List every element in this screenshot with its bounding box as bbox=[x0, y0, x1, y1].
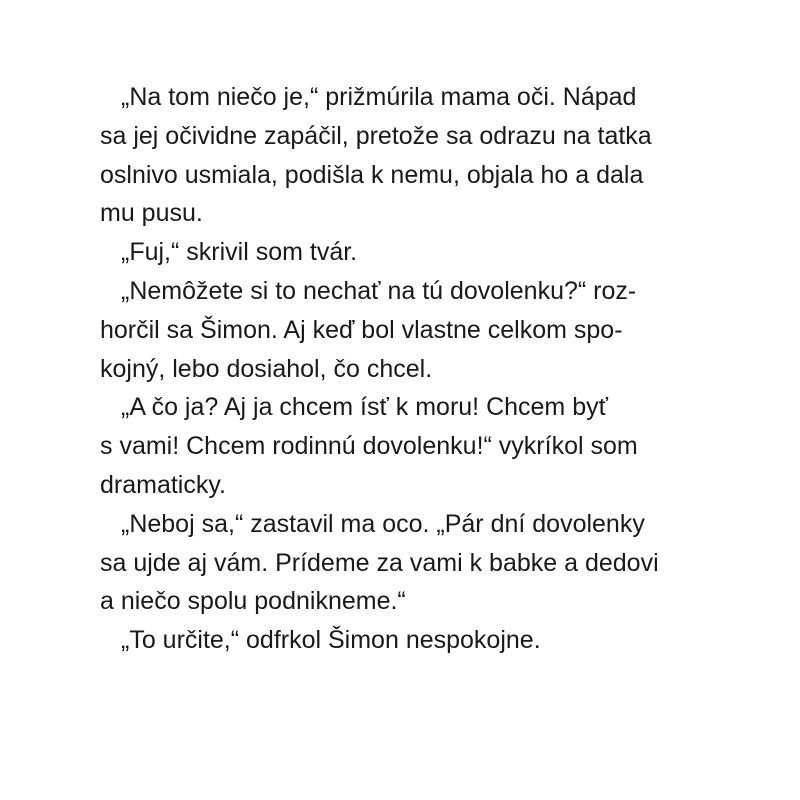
text-line: mu pusu. bbox=[100, 199, 203, 228]
text-line: „Neboj sa,“ zastavil ma oco. „Pár dní dovolenky bbox=[121, 509, 645, 538]
text-line: oslnivo usmiala, podišla k nemu, objala ho a dala bbox=[100, 160, 644, 189]
text-line: s vami! Chcem rodinnú dovolenku!“ vykríkol som bbox=[100, 432, 638, 461]
body-text bbox=[100, 78, 700, 660]
text-line: sa jej očividne zapáčil, pretože sa odrazu na tatka bbox=[100, 121, 652, 150]
text-line: „To určite,“ odfrkol Šimon nespokojne. bbox=[121, 626, 541, 655]
text-line: a niečo spolu podnikneme.“ bbox=[100, 587, 406, 616]
text-line: kojný, lebo dosiahol, čo chcel. bbox=[100, 354, 433, 383]
text-line: „Na tom niečo je,“ prižmúrila mama oči. Nápad bbox=[121, 83, 637, 111]
text-line: „Nemôžete si to nechať na tú dovolenku?“ roz- bbox=[121, 276, 637, 305]
text-line: „Fuj,“ skrivil som tvár. bbox=[121, 238, 358, 267]
text-line: horčil sa Šimon. Aj keď bol vlastne celkom spo- bbox=[100, 315, 623, 344]
text-line: sa ujde aj vám. Prídeme za vami k babke a dedovi bbox=[100, 548, 659, 577]
text-line: dramaticky. bbox=[100, 470, 226, 499]
text-line: „A čo ja? Aj ja chcem ísť k moru! Chcem byť bbox=[121, 393, 608, 422]
